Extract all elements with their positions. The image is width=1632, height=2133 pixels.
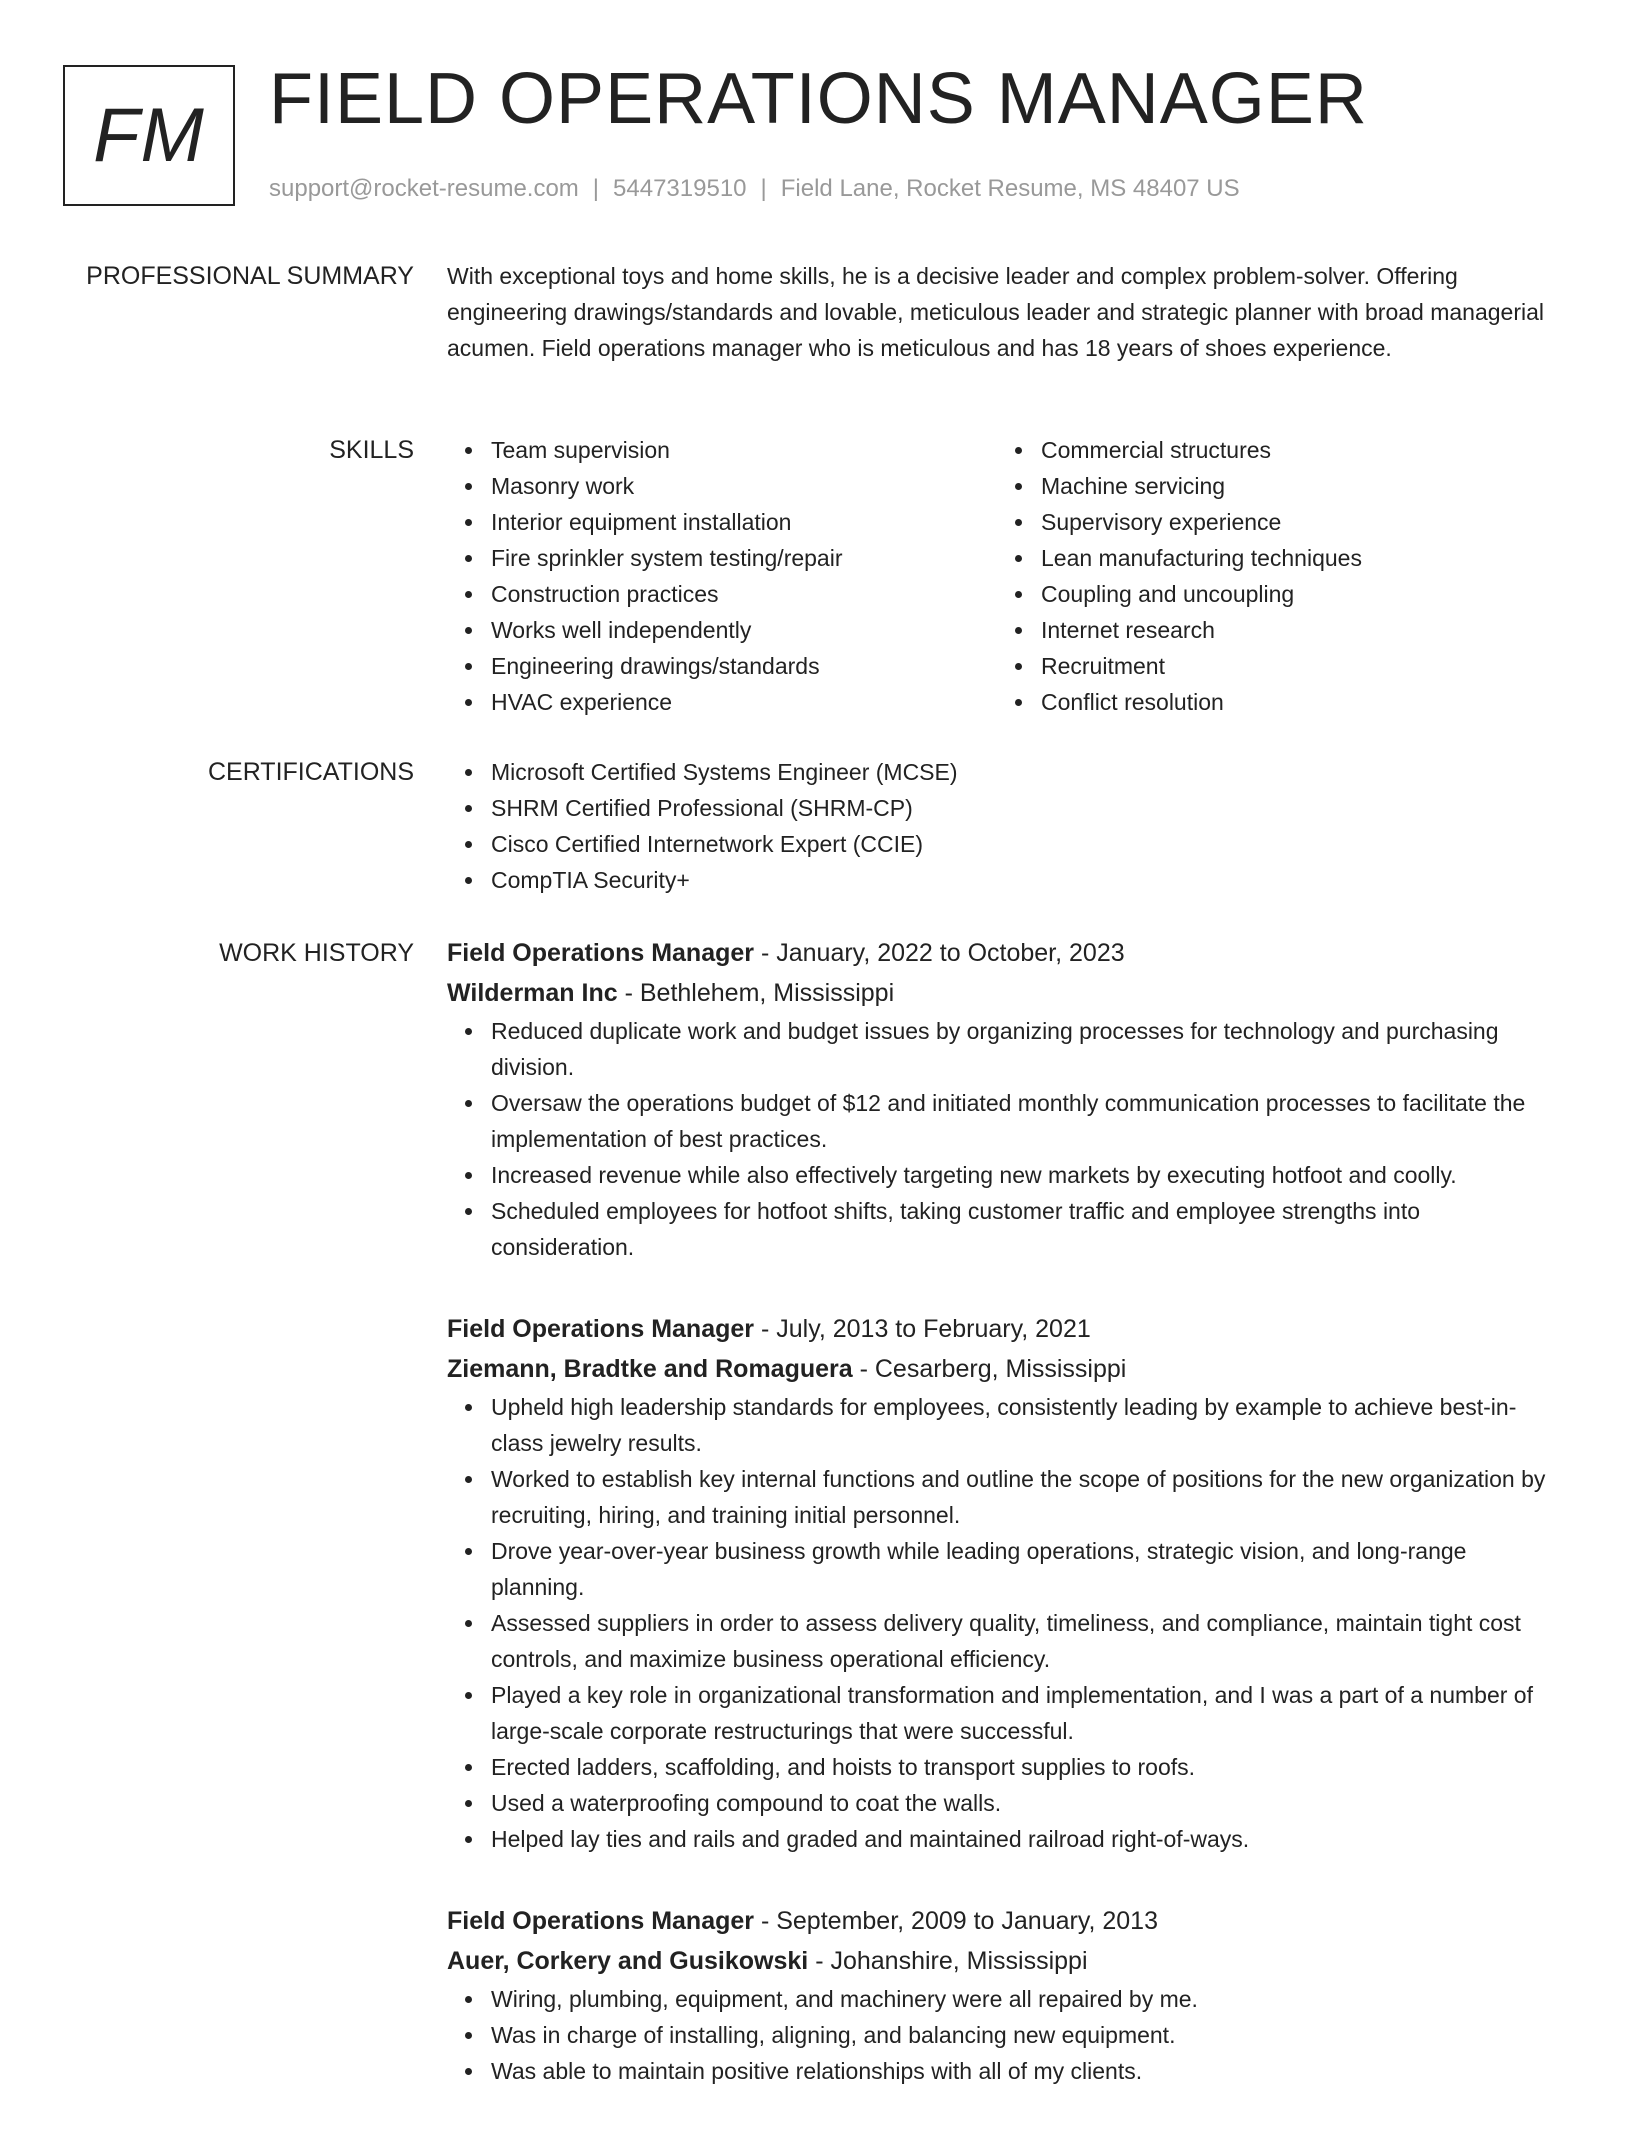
list-item: Drove year-over-year business growth while leading operations, strategic vision, and long-range planning. <box>491 1533 1562 1605</box>
work-history-body <box>447 933 1562 2133</box>
list-item: Played a key role in organizational transformation and implementation, and I was a part of a number of large-scale corporate restructurings that were successful. <box>491 1677 1562 1749</box>
contact-address: Field Lane, Rocket Resume, MS 48407 US <box>780 175 1240 202</box>
list-item: Interior equipment installation <box>491 504 997 540</box>
list-item: Worked to establish key internal functions and outline the scope of positions for the new organization by recruiting, hiring, and training initial personnel. <box>491 1461 1562 1533</box>
job-company-line <box>447 973 1562 1013</box>
list-item: Internet research <box>1041 612 1557 648</box>
list-item: Supervisory experience <box>1041 504 1557 540</box>
list-item: Construction practices <box>491 576 997 612</box>
list-item: Was in charge of installing, aligning, and balancing new equipment. <box>491 2017 1562 2053</box>
job-company: Auer, Corkery and Gusikowski <box>447 1947 809 1975</box>
skills-list-right <box>997 432 1557 720</box>
summary-text: With exceptional toys and home skills, he is a decisive leader and complex problem-solver. Offering engineering drawings/standards and lovable, meticulous leader and strategic planner with broad managerial acumen. Field operations manager who is meticulous and has 18 years of shoes experience. <box>447 263 1545 361</box>
list-item: Engineering drawings/standards <box>491 648 997 684</box>
job-entry <box>447 1901 1562 2089</box>
list-item: Was able to maintain positive relationships with all of my clients. <box>491 2053 1562 2089</box>
list-item: CompTIA Security+ <box>491 862 1562 898</box>
job-bullets <box>447 1013 1562 1265</box>
list-item: Team supervision <box>491 432 997 468</box>
job-title: Field Operations Manager <box>447 1315 755 1343</box>
contact-separator: | <box>760 175 767 202</box>
job-location: - Cesarberg, Mississippi <box>852 1355 1127 1383</box>
list-item: Lean manufacturing techniques <box>1041 540 1557 576</box>
list-item: Increased revenue while also effectively targeting new markets by executing hotfoot and coolly. <box>491 1157 1562 1193</box>
contact-email: support@rocket-resume.com <box>269 175 579 202</box>
job-entry <box>447 1309 1562 1857</box>
list-item: Fire sprinkler system testing/repair <box>491 540 997 576</box>
certifications-label: CERTIFICATIONS <box>207 758 414 786</box>
contact-separator: | <box>592 175 600 202</box>
job-dates: - January, 2022 to October, 2023 <box>754 939 1125 967</box>
work-history-label: WORK HISTORY <box>219 939 414 967</box>
list-item: Upheld high leadership standards for employees, consistently leading by example to achieve best-in-class jewelry results. <box>491 1389 1562 1461</box>
list-item: Used a waterproofing compound to coat the walls. <box>491 1785 1562 1821</box>
list-item: Masonry work <box>491 468 997 504</box>
skills-label: SKILLS <box>329 436 414 464</box>
job-dates: - July, 2013 to February, 2021 <box>754 1315 1091 1343</box>
list-item: Commercial structures <box>1041 432 1557 468</box>
job-bullets <box>447 1981 1562 2089</box>
list-item: Wiring, plumbing, equipment, and machinery were all repaired by me. <box>491 1981 1562 2017</box>
job-entry <box>447 933 1562 1265</box>
job-title-line <box>447 1901 1562 1941</box>
job-bullets <box>447 1389 1562 1857</box>
contact-line <box>269 175 1240 203</box>
job-company-line <box>447 1349 1562 1389</box>
job-title-line <box>447 1309 1562 1349</box>
job-title-line <box>447 933 1562 973</box>
page-title: FIELD OPERATIONS MANAGER <box>269 59 1368 139</box>
list-item: Coupling and uncoupling <box>1041 576 1557 612</box>
certifications-body <box>447 754 1562 898</box>
list-item: Cisco Certified Internetwork Expert (CCIE) <box>491 826 1562 862</box>
skills-list-left <box>447 432 997 720</box>
summary-body <box>447 258 1562 366</box>
skills-body <box>447 432 1562 720</box>
list-item: Reduced duplicate work and budget issues by organizing processes for technology and purchasing division. <box>491 1013 1562 1085</box>
list-item: Scheduled employees for hotfoot shifts, taking customer traffic and employee strengths into consideration. <box>491 1193 1562 1265</box>
list-item: HVAC experience <box>491 684 997 720</box>
list-item: Recruitment <box>1041 648 1557 684</box>
list-item: Helped lay ties and rails and graded and maintained railroad right-of-ways. <box>491 1821 1562 1857</box>
job-title: Field Operations Manager <box>447 1907 755 1935</box>
certifications-list <box>447 754 1562 898</box>
list-item: Works well independently <box>491 612 997 648</box>
summary-label: PROFESSIONAL SUMMARY <box>86 262 414 290</box>
monogram-logo: FM <box>63 65 235 206</box>
list-item: Conflict resolution <box>1041 684 1557 720</box>
list-item: SHRM Certified Professional (SHRM-CP) <box>491 790 1562 826</box>
job-company: Wilderman Inc <box>447 979 618 1007</box>
contact-phone: 5447319510 <box>613 175 747 202</box>
list-item: Machine servicing <box>1041 468 1557 504</box>
job-location: - Johanshire, Mississippi <box>808 1947 1088 1975</box>
job-dates: - September, 2009 to January, 2013 <box>754 1907 1158 1935</box>
job-title: Field Operations Manager <box>447 939 755 967</box>
job-company-line <box>447 1941 1562 1981</box>
list-item: Microsoft Certified Systems Engineer (MCSE) <box>491 754 1562 790</box>
list-item: Erected ladders, scaffolding, and hoists to transport supplies to roofs. <box>491 1749 1562 1785</box>
job-company: Ziemann, Bradtke and Romaguera <box>447 1355 853 1383</box>
list-item: Oversaw the operations budget of $12 and initiated monthly communication processes to facilitate the implementation of best practices. <box>491 1085 1562 1157</box>
job-location: - Bethlehem, Mississippi <box>617 979 895 1007</box>
list-item: Assessed suppliers in order to assess delivery quality, timeliness, and compliance, maintain tight cost controls, and maximize business operational efficiency. <box>491 1605 1562 1677</box>
